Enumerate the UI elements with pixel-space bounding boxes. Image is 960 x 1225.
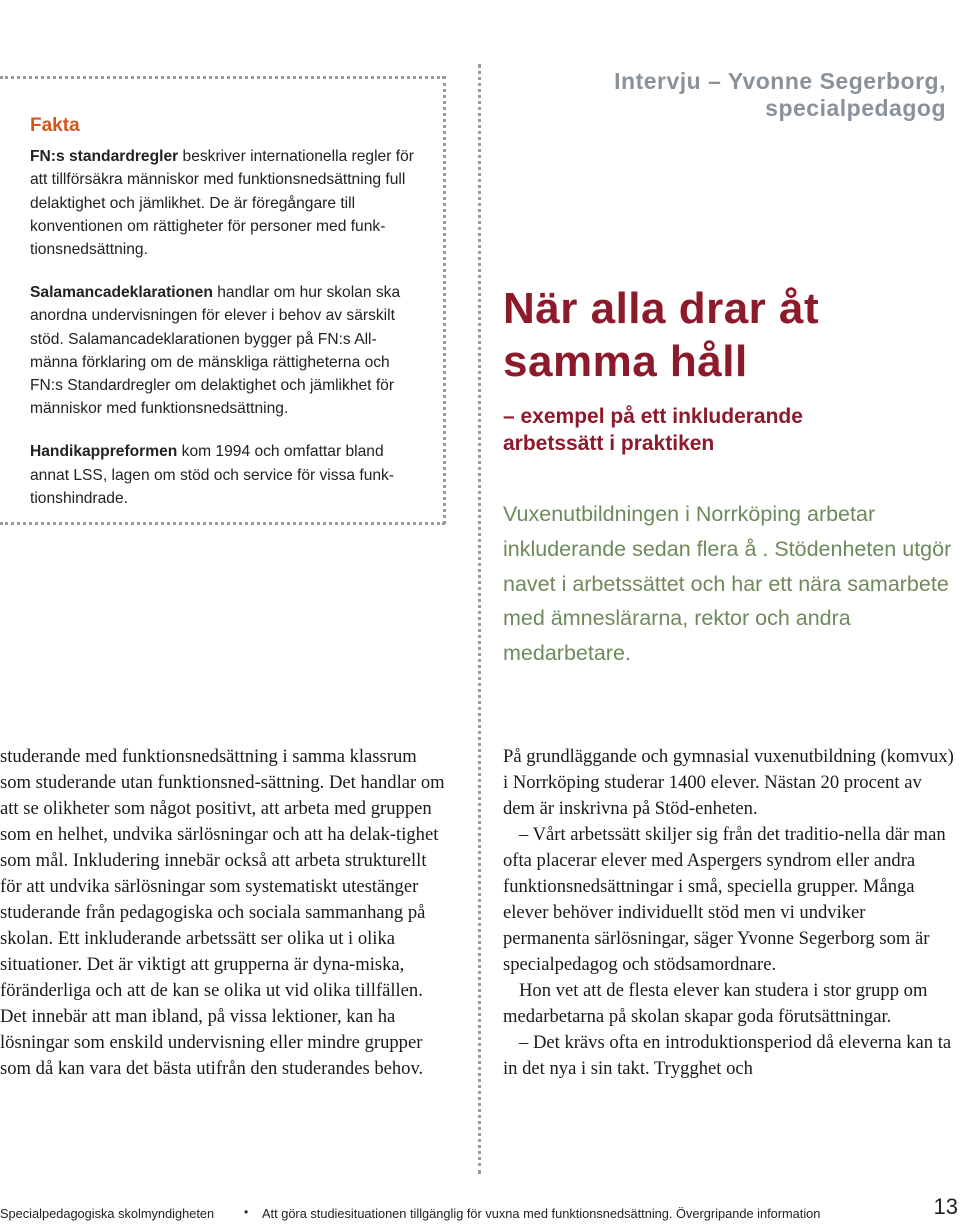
interview-header: [614, 68, 946, 122]
body-paragraph: – Vårt arbetssätt skiljer sig från det traditio-nella där man ofta placerar elever med Aspergers syndrom eller andra funktionsnedsättningar i små, speciella grupper. Många elever behöver individuellt stöd men vi undviker permanenta särlösningar, säger Yvonne Segerborg som är specialpedagog och stödsamordnare.: [503, 824, 946, 975]
fakta-term: FN:s standardregler: [30, 148, 179, 166]
fakta-paragraph: [30, 440, 422, 510]
fakta-paragraph: [30, 145, 422, 261]
fakta-box: [30, 114, 422, 530]
article-lead: Vuxenutbildningen i Norrköping arbetar inkluderande sedan flera å . Stödenheten utgör navet i arbetssättet och har ett nära samarbete med ämneslärarna, rektor och andra medarbetare.: [503, 502, 952, 666]
article-subtitle: [503, 403, 803, 457]
fakta-term: Handikappreformen: [30, 443, 178, 461]
footer-document-title: Att göra studiesituationen tillgänglig för vuxna med funktionsnedsättning. Övergripande information: [262, 1206, 821, 1221]
title-line-2: samma håll: [503, 337, 748, 386]
footer-organization: Specialpedagogiska skolmyndigheten: [0, 1206, 215, 1221]
fakta-box-top-border: [0, 76, 445, 79]
header-line-1: Intervju – Yvonne Segerborg,: [614, 68, 946, 94]
fakta-text: handlar om hur skolan ska anordna undervisningen för elever i behov av särskilt stöd. Salamancadeklarationen bygger på FN:s All-männa förklaring om de mänskliga rättigheterna och FN:s Standardregler om delaktighet och jämlikhet för människor med funktionsnedsättning.: [30, 284, 401, 418]
fakta-heading: Fakta: [30, 115, 80, 136]
body-column-left: [0, 744, 450, 1082]
subtitle-line-1: – exempel på ett inkluderande: [503, 405, 803, 428]
body-paragraph: – Det krävs ofta en introduktionsperiod då eleverna kan ta in det nya i sin takt. Trygghet och: [503, 1032, 952, 1079]
body-paragraph: studerande med funktionsnedsättning i samma klassrum som studerande utan funktionsned-sättning. Det handlar om att se olikheter som något positivt, att arbeta med gruppen som en helhet, undvika särlösningar och att ha delak-tighet som mål. Inkludering innebär också att arbeta strukturellt för att undvika särlösningar som systematiskt utestänger studerande från pedagogiska och sociala sammanhang på skolan. Ett inkluderande arbetssätt ser olika ut i olika situationer. Det är viktigt att grupperna är dyna-miska, föränderliga och att de kan se olika ut vid olika tillfällen. Det innebär att man ibland, på vissa lektioner, kan ha lösningar som enskild undervisning eller mindre grupper som då kan vara det bästa utifrån den studerandes behov.: [0, 746, 445, 1079]
header-line-2: specialpedagog: [765, 95, 946, 121]
column-separator: [478, 64, 481, 1174]
article-title: [503, 282, 819, 388]
fakta-box-right-border: [443, 76, 446, 524]
body-column-right: [503, 744, 955, 1082]
page-number: 13: [933, 1194, 958, 1219]
fakta-term: Salamancadeklarationen: [30, 284, 213, 302]
body-paragraph: Hon vet att de flesta elever kan studera i stor grupp om medarbetarna på skolan skapar goda förutsättningar.: [503, 980, 928, 1027]
fakta-text: kom 1994 och omfattar bland annat LSS, lagen om stöd och service för vissa funk-tionshindrade.: [30, 443, 395, 507]
body-paragraph: På grundläggande och gymnasial vuxenutbildning (komvux) i Norrköping studerar 1400 elever. Nästan 20 procent av dem är inskrivna på Stöd-enheten.: [503, 746, 954, 819]
title-line-1: När alla drar åt: [503, 284, 820, 333]
fakta-paragraph: [30, 281, 422, 420]
footer-bullet: •: [244, 1205, 249, 1219]
fakta-text: beskriver internationella regler för att tillförsäkra människor med funktionsnedsättning full delaktighet och jämlikhet. De är föregångare till konventionen om rättigheter för personer med funk-tionsnedsättning.: [30, 148, 414, 259]
subtitle-line-2: arbetssätt i praktiken: [503, 432, 715, 455]
